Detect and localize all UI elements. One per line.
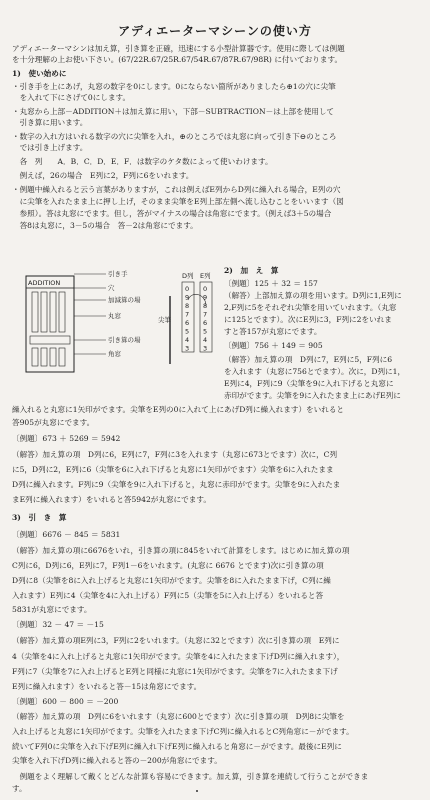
column-e-label: E列 bbox=[200, 272, 211, 280]
round-window-row bbox=[30, 336, 70, 344]
section2-line: に5，D列に2，E列に6（尖筆を6に入れ下げると丸窓に1矢印がでます）尖筆を6に入れたまま bbox=[12, 465, 334, 474]
section2-line: 答905が丸窓にでます。 bbox=[12, 418, 95, 427]
section3-line: C列に6，D列に6，E列に7，F列1－6をいれます。(丸窓に 6676 とでます)次に引き算の項 bbox=[12, 561, 324, 570]
section1-item: ・丸窓から上部－ADDITION＋は加え算に用い，下部－SUBTRACTION－は上部を使用して bbox=[12, 107, 335, 116]
column-digit: 8 bbox=[203, 302, 208, 310]
pull-handle-label: 引き手 bbox=[108, 270, 128, 278]
column-digit: 4 bbox=[185, 336, 190, 344]
column-digit: 5 bbox=[203, 327, 208, 336]
slot bbox=[32, 348, 38, 366]
section2-line: D列に繰入れます。F列に9（尖筆を9に入れ下げると，丸窓に赤印がでます。尖筆を9に入れたま bbox=[12, 480, 341, 489]
section3-line: 例題をよく理解して戴くとどんな計算も容易にできます。加え算，引き算を連続して行うことができま bbox=[12, 772, 369, 781]
section1-item: 各 列 A．B．C．D．E．F．は数字のケタ数によって使いわけます。 bbox=[12, 157, 273, 166]
round-window-label: 丸窓 bbox=[108, 312, 121, 320]
slot bbox=[50, 348, 56, 366]
section2-right-line: に125とでます）。次にE列に3，F列に2をいれま bbox=[224, 315, 392, 324]
section3-line: F列に7（尖筆を7に入れ上げるとE列と同様に丸窓に1矢印がでます。尖筆を7に入れたまま下げ bbox=[12, 667, 338, 676]
column-digit: 9 bbox=[185, 293, 190, 302]
column-digit: 7 bbox=[203, 310, 208, 319]
section2-right-line: （解答）上部加え算の項を用います。D列に1,E列に bbox=[224, 291, 402, 300]
section3-line: （解答）加え算の項に6676をいれ，引き算の項に845をいれて計算をします。はじめに加え算の項 bbox=[12, 546, 350, 555]
section3-line: 続いてF列0に尖筆を入れ下げE列に繰入れ下げE列に繰入れると角窓に－がでます。最後にE列に bbox=[12, 742, 342, 751]
column-digit: 6 bbox=[203, 319, 208, 327]
column-d-label: D列 bbox=[182, 272, 194, 280]
section1-item: ・例題中繰入れると云う言葉がありますが，これは例えばE列からD列に繰入れる場合，E列の穴 bbox=[12, 185, 341, 194]
section1-item: 引き算に用います。 bbox=[12, 118, 88, 127]
column-digit: 3 bbox=[203, 344, 208, 353]
section3-line: 入れ上げると丸窓に1矢印がでます。尖筆を入れたまま下げC列に繰入れるとC列角窓に－がでます。 bbox=[12, 727, 354, 736]
section3-line: D列に8（尖筆を8に入れ上げると丸窓に1矢印がでます。尖筆を8に入れたまま下げ，C列に繰 bbox=[12, 576, 331, 585]
section1-heading: 1) 使い始めに bbox=[12, 69, 67, 78]
section2-line: 〔例題〕673 ＋ 5269 ＝ 5942 bbox=[12, 434, 121, 443]
section3-line: 入れます）E列に4（尖筆を4に入れ上げる）F列に5（尖筆を5に入れ上げる）をいれると答 bbox=[12, 591, 324, 600]
section2-line: 繰入れると丸窓に1矢印がでます。尖筆をE列の0に入れて上にあげD列に繰入れます）をいれると bbox=[12, 405, 345, 414]
section3-line: E列に繰入れます）をいれると答－15は角窓にでます。 bbox=[12, 682, 202, 691]
section1-item: ・引き手を上にあげ，丸窓の数字を0にします。0にならない箇所がありましたら⊕1の穴に尖筆 bbox=[12, 82, 336, 91]
section3-line: （解答）加え算の項 D列に6をいれます（丸窓に600とでます）次に引き算の項 D列8に尖筆を bbox=[12, 712, 345, 721]
square-window-label: 角窓 bbox=[108, 350, 121, 358]
addition-label: ADDITION bbox=[28, 279, 61, 287]
add-sub-area-label: 加減算の場 bbox=[108, 296, 141, 304]
section2-right-line: 2,F列に5をそれぞれ尖筆を用いていれます。（丸窓 bbox=[224, 303, 397, 312]
hole-label: 穴 bbox=[108, 284, 115, 292]
slot bbox=[50, 292, 56, 332]
section3-line: 〔例題〕6676 － 845 ＝ 5831 bbox=[12, 530, 121, 539]
slot bbox=[59, 292, 65, 332]
intro-line-2: を十分理解の上お使い下さい。(67/22R.67/25R.67/54R.67/87R.67/98R) に付いております。 bbox=[12, 55, 343, 64]
section3-line: （解答）加え算の項E列に3，F列に2をいれます。（丸窓に32とでます）次に引き算の項 E列に bbox=[12, 636, 340, 645]
column-digit: 0 bbox=[203, 285, 208, 293]
slot bbox=[41, 292, 47, 332]
section2-right-line: すと答157が丸窓にでます。 bbox=[224, 327, 322, 336]
page-title: アディエーターマシーンの使い方 bbox=[118, 24, 312, 38]
section1-item: 例えば，26の場合 E列に2，F列に6をいれます。 bbox=[12, 171, 194, 180]
section1-item: を入れて下にさげて0にします。 bbox=[12, 93, 131, 102]
speck bbox=[196, 790, 198, 792]
section1-item: では引き上げます。 bbox=[12, 143, 88, 152]
section3-line: 5831が丸窓にでます。 bbox=[12, 605, 92, 614]
slot bbox=[32, 292, 38, 332]
column-digit: 4 bbox=[203, 336, 208, 344]
section1-item: ・数字の入れ方はいれる数字の穴に尖筆を入れ，⊕のところでは丸窓に向って引き下⊖のところ bbox=[12, 132, 337, 141]
slot bbox=[59, 348, 65, 366]
section3-line: 〔例題〕600 － 800 ＝ －200 bbox=[12, 697, 119, 706]
column-digit: 6 bbox=[185, 319, 190, 327]
section3-line: 〔例題〕32 － 47 ＝ －15 bbox=[12, 620, 104, 629]
slot bbox=[41, 348, 47, 366]
section2-right-line: 〔例題〕756 ＋ 149 ＝ 905 bbox=[224, 341, 323, 350]
section2-right-line: 赤印がでます。尖筆を9に入れたまま上にあげE列に bbox=[224, 391, 401, 400]
intro-line-1: アディエーターマシンは加え算，引き算を正確，迅速にする小型計算器です。使用に際しては例題 bbox=[12, 44, 345, 53]
section3-line: 尖筆を入れ下げD列に繰入れると答の－200が角窓にでます。 bbox=[12, 756, 222, 765]
section3-line: 4（尖筆を4に入れ上げると丸窓に1矢印がでます。尖筆を4に入れたまま下げD列に繰入れます）， bbox=[12, 652, 345, 661]
section3-heading: 3) 引 き 算 bbox=[12, 513, 67, 522]
section1-item: 答8は丸窓に，3－5の場合 答－2は角窓にでます。 bbox=[12, 221, 198, 230]
column-digit: 5 bbox=[185, 327, 190, 336]
section2-heading: 2) 加 え 算 bbox=[224, 266, 279, 275]
column-digit: 0 bbox=[185, 285, 190, 293]
calculator-diagram bbox=[20, 266, 220, 376]
column-digit: 8 bbox=[185, 302, 190, 310]
section1-item: 参照）。答は丸窓にでます。但し，答がマイナスの場合は角窓にでます。（例えば3＋5の場合 bbox=[12, 209, 332, 218]
column-digit: 3 bbox=[185, 344, 190, 353]
section2-right-line: （解答）加え算の項 D列に7，E列に5，F列に6 bbox=[224, 355, 393, 364]
subtraction-area-label: 引き算の場 bbox=[108, 336, 141, 344]
section1-item: に尖筆を入れたまま上に押し上げ，そのまま尖筆をE列上部左側へ流し込むことをいいます（図 bbox=[12, 197, 344, 206]
stylus-label: 尖筆 bbox=[158, 316, 171, 324]
section2-right-line: 〔例題〕125 ＋ 32 ＝ 157 bbox=[224, 279, 318, 288]
section2-line: （解答）加え算の項 D列に6，E列に7，F列に3を入れます（丸窓に673とでます）次に，C列 bbox=[12, 450, 338, 459]
column-digit: 7 bbox=[185, 310, 190, 319]
section2-right-line: を入れます（丸窓に756とでます）。次に，D列に1， bbox=[224, 367, 406, 376]
section3-line: す。 bbox=[12, 784, 27, 793]
section2-right-line: E列に4，F列に9（尖筆を9に入れ下げると丸窓に bbox=[224, 379, 394, 388]
column-digit: 9 bbox=[203, 293, 208, 302]
section2-line: まE列に繰入れます）をいれると答5942が丸窓にでます。 bbox=[12, 495, 211, 504]
